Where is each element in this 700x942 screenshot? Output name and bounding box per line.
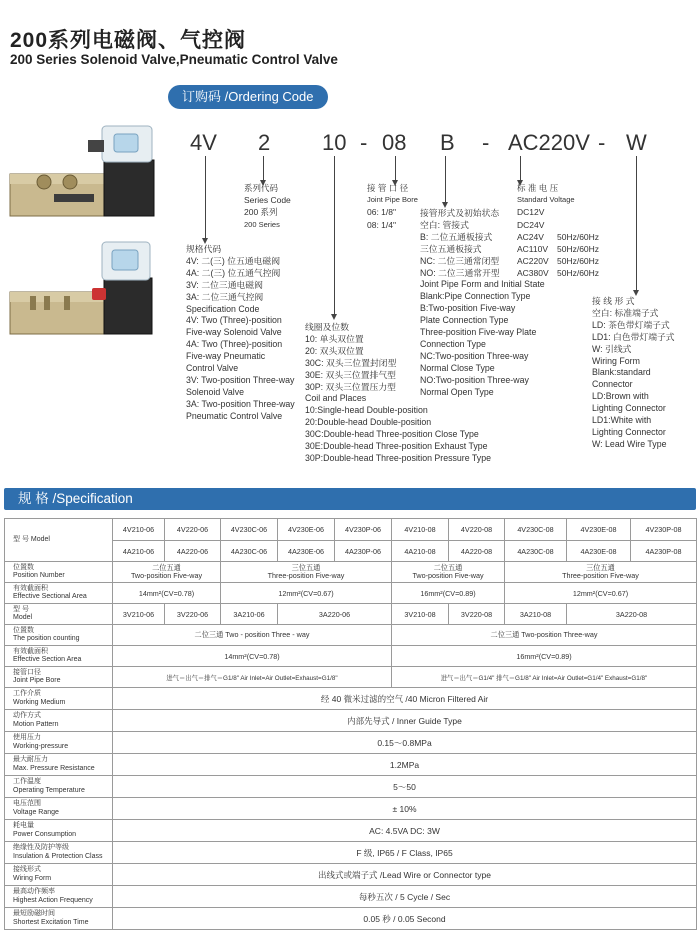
model-cell: 4V230E-08 (567, 519, 631, 541)
pneumatic-valve-image (4, 236, 172, 344)
value-cell: 二位三通 Two - position Three - way (113, 625, 392, 646)
value-cell: AC: 4.5VA DC: 3W (113, 820, 697, 842)
model-cell: 4A230C-08 (505, 541, 567, 562)
arrow-icon (331, 314, 337, 320)
row-label: 接线形式 Wiring Form (5, 864, 113, 886)
model-cell: 4A230P-06 (335, 541, 392, 562)
table-row (5, 604, 697, 625)
coil-positions-block: 线圈及位数 10: 单头双位置 20: 双头双位置 30C: 双头三位置封闭型 30E: 双头三位置排气型 30P: 双头三位置压力型 Coil and Places 10:Single-head Double-position 20:Double-head Double-position 30C:Double-head Three-position Close Type 30E:Double-head Three-position Exhaust Type 30P:Double-head Three-position Pressure Type (305, 322, 491, 463)
code-10: 10 (322, 130, 347, 155)
code-b: B (440, 130, 455, 155)
table-row (5, 820, 697, 842)
connector-line (636, 156, 637, 292)
table-row (5, 562, 697, 583)
model-cell: 4A210-08 (392, 541, 449, 562)
value-cell: 经 40 微米过滤的空气 /40 Micron Filtered Air (113, 688, 697, 710)
code-w: W (626, 130, 647, 155)
code-4v: 4V (190, 130, 217, 155)
page-title-en: 200 Series Solenoid Valve,Pneumatic Control Valve (10, 52, 338, 67)
row-label: 工作介质 Working Medium (5, 688, 113, 710)
row-label: 最短励磁时间 Shortest Excitation Time (5, 908, 113, 930)
row-label: 使用压力 Working-pressure (5, 732, 113, 754)
model-cell: 4V230P-06 (335, 519, 392, 541)
model-cell: 3V220-08 (449, 604, 505, 625)
value-cell: 12mm²(CV=0.67) (221, 583, 392, 604)
table-row (5, 625, 697, 646)
model-cell: 4V230C-08 (505, 519, 567, 541)
spec-code-block: 规格代码 4V: 二(三) 位五通电磁阀 4A: 二(三) 位五通气控阀 3V: 二位三通电磁阀 3A: 二位三通气控阀 Specification Code 4V: Two (Three)-position Five-way Solenoid Valve 4A: Two (Three)-position Five-way Pneumatic Control Valve 3V: Two-position Three-way Solenoid Valve 3A: Two-position Three-way Pneumatic Control Valve (186, 244, 295, 421)
value-cell: 二位五通 Two-position Five-way (392, 562, 505, 583)
table-row (5, 864, 697, 886)
model-cell: 3A210-08 (505, 604, 567, 625)
value-cell: 0.05 秒 / 0.05 Second (113, 908, 697, 930)
model-cell: 4V230P-08 (631, 519, 697, 541)
connector-line (445, 156, 446, 204)
code-08: 08 (382, 130, 407, 155)
model-cell: 4A230E-08 (567, 541, 631, 562)
table-row (5, 710, 697, 732)
value-cell: 16mm²(CV=0.89) (392, 583, 505, 604)
value-cell: 每秒五次 / 5 Cycle / Sec (113, 886, 697, 908)
value-cell: ± 10% (113, 798, 697, 820)
row-label: 耗电量 Power Consumption (5, 820, 113, 842)
row-label: 有效截面积 Effective Section Area (5, 646, 113, 667)
model-cell: 4V220-06 (165, 519, 221, 541)
model-cell: 4A220-06 (165, 541, 221, 562)
connector-line (334, 156, 335, 316)
page-title-cn: 200系列电磁阀、气控阀 (10, 29, 247, 52)
value-cell: 12mm²(CV=0.67) (505, 583, 697, 604)
value-cell: 16mm²(CV=0.89) (392, 646, 697, 667)
value-cell: 1.2MPa (113, 754, 697, 776)
connector-line (520, 156, 521, 182)
spec-heading: 规 格 /Specification (18, 491, 133, 506)
model-cell: 3A220-06 (278, 604, 392, 625)
connector-line (205, 156, 206, 240)
voltage-block: 标 准 电 压 Standard Voltage DC12V DC24V AC24V 50Hz/60Hz AC110V 50Hz/60Hz AC220V 50Hz/60Hz AC380V 50Hz/60Hz (517, 183, 600, 279)
row-label: 型 号 Model (5, 604, 113, 625)
model-cell: 3A210-06 (221, 604, 278, 625)
table-row (5, 646, 697, 667)
model-cell: 4A230P-08 (631, 541, 697, 562)
value-cell: 进气＝出气＝G1/4" 排气＝G1/8" Air Inlet=Air Outlet=G1/4" Exhaust=G1/8" (392, 667, 697, 688)
value-cell: 三位五通 Three-position Five-way (505, 562, 697, 583)
table-row (5, 688, 697, 710)
model-cell: 3A220-08 (567, 604, 697, 625)
row-label: 工作温度 Operating Temperature (5, 776, 113, 798)
model-cell: 4V210-08 (392, 519, 449, 541)
value-cell: 5～50 (113, 776, 697, 798)
model-cell: 4V230C-06 (221, 519, 278, 541)
row-label: 电压范围 Voltage Range (5, 798, 113, 820)
table-row (5, 583, 697, 604)
value-cell: 出线式或端子式 /Lead Wire or Connector type (113, 864, 697, 886)
model-cell: 3V220-06 (165, 604, 221, 625)
series-code-block: 系列代码 Series Code 200 系列 200 Series (244, 183, 291, 229)
row-label: 绝缘性及防护等级 Insulation & Protection Class (5, 842, 113, 864)
row-label: 最大耐压力 Max. Pressure Resistance (5, 754, 113, 776)
value-cell: 二位五通 Two-position Five-way (113, 562, 221, 583)
table-row (5, 732, 697, 754)
model-cell: 4A230C-06 (221, 541, 278, 562)
row-label: 动作方式 Motion Pattern (5, 710, 113, 732)
row-label: 位置数 The position counting (5, 625, 113, 646)
row-label: 最高动作频率 Highest Action Frequency (5, 886, 113, 908)
value-cell: 0.15～0.8MPa (113, 732, 697, 754)
wiring-form-block: 接 线 形 式 空白: 标准端子式 LD: 茶色带灯端子式 LD1: 白色带灯端子式 W: 引线式 Wiring Form Blank:standard Connector LD:Brown with Lighting Connector LD1:White with Lighting Connector W: Lead Wire Type (592, 296, 675, 449)
value-cell: 内部先导式 / Inner Guide Type (113, 710, 697, 732)
code-2: 2 (258, 130, 271, 155)
model-cell: 4V230E-06 (278, 519, 335, 541)
model-cell: 4V210-06 (113, 519, 165, 541)
model-cell: 4A220-08 (449, 541, 505, 562)
table-row (5, 754, 697, 776)
value-cell: F 级, IP65 / F Class, IP65 (113, 842, 697, 864)
row-label: 有效截面积 Effective Sectional Area (5, 583, 113, 604)
table-row (5, 842, 697, 864)
model-cell: 4A210-06 (113, 541, 165, 562)
code-dash-3: - (598, 130, 606, 155)
value-cell: 14mm²(CV=0.78) (113, 583, 221, 604)
value-cell: 三位五通 Three-position Five-way (221, 562, 392, 583)
row-label: 位置数 Position Number (5, 562, 113, 583)
table-row (5, 908, 697, 930)
pipe-bore-block: 接 管 口 径 Joint Pipe Bore 06: 1/8" 08: 1/4" (367, 183, 418, 230)
table-row (5, 519, 697, 541)
value-cell: 进气＝出气＝排气＝G1/8" Air Inlet=Air Outlet=Exhaust=G1/8" (113, 667, 392, 688)
model-cell: 4A230E-06 (278, 541, 335, 562)
code-dash-2: - (482, 130, 490, 155)
model-label: 型 号 Model (5, 519, 113, 562)
table-row (5, 798, 697, 820)
table-row (5, 776, 697, 798)
code-dash-1: - (360, 130, 368, 155)
value-cell: 二位三通 Two-position Three-way (392, 625, 697, 646)
model-cell: 4V220-08 (449, 519, 505, 541)
solenoid-valve-image (4, 122, 172, 230)
connector-line (395, 156, 396, 182)
table-row (5, 886, 697, 908)
model-cell: 3V210-08 (392, 604, 449, 625)
spec-table (4, 518, 697, 930)
table-row (5, 667, 697, 688)
connector-line (263, 156, 264, 182)
connection-form-block: 接管形式及初始状态 空白: 管接式 B: 二位五通板接式 三位五通板接式 NC: 二位三通常闭型 NO: 二位三通常开型 Joint Pipe Form and Initial State Blank:Pipe Connection Type B:Two-position Five-way Plate Connection Type Three-position Five-way Plate Connection Type NC:Two-position Three-way Normal Close Type NO:Two-position Three-way Normal Open Type (420, 208, 545, 397)
model-cell: 3V210-06 (113, 604, 165, 625)
value-cell: 14mm²(CV=0.78) (113, 646, 392, 667)
row-label: 接管口径 Joint Pipe Bore (5, 667, 113, 688)
ordering-code-heading: 订购码 /Ordering Code (168, 85, 328, 109)
code-ac220v: AC220V (508, 130, 590, 155)
